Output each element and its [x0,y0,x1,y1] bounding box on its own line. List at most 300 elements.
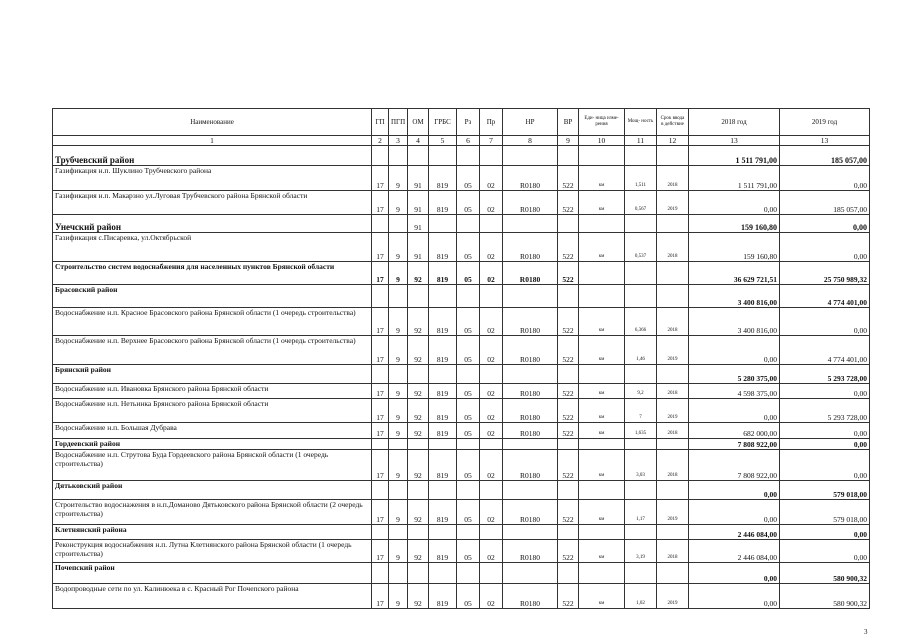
cell-om [408,525,429,540]
cell-rz [457,215,480,233]
cell-y2018: 4 598 375,00 [689,384,780,399]
district-row [53,215,870,233]
header-pr: Пр [480,109,503,136]
cell-power [625,365,657,384]
cell-grbs [429,439,457,450]
cell-unit: км [579,166,625,191]
cell-y2019: 579 018,00 [780,481,870,500]
cell-y2018: 1 511 791,00 [689,166,780,191]
cell-power [625,563,657,584]
cell-om: 91 [408,215,429,233]
cell-vr: 522 [558,262,579,285]
cell-grbs: 819 [429,399,457,423]
cell-y2019: 0,00 [780,439,870,450]
cell-power: 3,19 [625,540,657,563]
cell-nr: R0180 [503,450,558,481]
cell-term: 2018 [657,540,689,563]
cell-gp: 17 [372,540,389,563]
cell-om [408,439,429,450]
cell-rz: 05 [457,399,480,423]
cell-term [657,525,689,540]
cell-om: 91 [408,233,429,262]
cell-power [625,439,657,450]
district-row [53,285,870,308]
cell-nr [503,563,558,584]
cell-gp [372,146,389,166]
cell-nr [503,215,558,233]
cell-term [657,262,689,285]
cell-term: 2019 [657,191,689,215]
header-nr: НР [503,109,558,136]
cell-unit: км [579,450,625,481]
table-row [53,308,870,336]
cell-grbs [429,146,457,166]
cell-vr [558,285,579,308]
cell-name: Клетнянский района [53,525,372,540]
cell-grbs: 819 [429,308,457,336]
cell-pr: 02 [480,399,503,423]
cell-grbs [429,365,457,384]
cell-power: 1,46 [625,336,657,365]
cell-nr: R0180 [503,191,558,215]
cell-rz [457,525,480,540]
cell-gp: 17 [372,584,389,609]
cell-power: 7 [625,399,657,423]
cell-name: Газификация н.п. Макарзно ул.Луговая Трубчевского района Брянской области [53,191,372,215]
cell-term: 2019 [657,584,689,609]
cell-vr: 522 [558,308,579,336]
cell-y2018: 0,00 [689,399,780,423]
table-header-row [53,109,870,136]
cell-grbs: 819 [429,233,457,262]
cell-term: 2018 [657,166,689,191]
district-row [53,439,870,450]
cell-y2019: 0,00 [780,540,870,563]
cell-nr: R0180 [503,500,558,525]
cell-pgp: 9 [389,191,408,215]
table-row [53,584,870,609]
cell-unit: км [579,584,625,609]
header-name: Наименование [53,109,372,136]
header-rz: Рз [457,109,480,136]
header-2019: 2019 год [780,109,870,136]
cell-grbs: 819 [429,584,457,609]
cell-term [657,215,689,233]
cell-pr [480,146,503,166]
district-row [53,481,870,500]
cell-y2018: 0,00 [689,336,780,365]
cell-y2019: 185 057,00 [780,146,870,166]
cell-om [408,365,429,384]
cell-name: Почепский район [53,563,372,584]
cell-term [657,285,689,308]
cell-unit: км [579,336,625,365]
cell-vr: 522 [558,191,579,215]
cell-term [657,365,689,384]
cell-rz: 05 [457,166,480,191]
cell-term: 2019 [657,336,689,365]
cell-vr [558,439,579,450]
cell-unit: км [579,308,625,336]
cell-name: Водопроводные сети по ул. Калинюека в с. Красный Рог Почепского района [53,584,372,609]
colnum-cell: 4 [408,136,429,146]
cell-unit: км [579,423,625,439]
cell-grbs: 819 [429,500,457,525]
cell-pr [480,365,503,384]
cell-pr [480,439,503,450]
cell-y2019: 4 774 401,00 [780,285,870,308]
cell-gp [372,215,389,233]
cell-term [657,481,689,500]
cell-nr: R0180 [503,262,558,285]
cell-unit: км [579,233,625,262]
cell-grbs [429,285,457,308]
cell-gp [372,563,389,584]
cell-term: 2019 [657,399,689,423]
cell-gp: 17 [372,450,389,481]
cell-rz: 05 [457,308,480,336]
cell-pgp [389,563,408,584]
cell-pgp: 9 [389,450,408,481]
cell-term [657,439,689,450]
cell-nr: R0180 [503,423,558,439]
cell-name: Водоснабжение н.п. Верхнее Брасовского района Брянской области (1 очередь строительства) [53,336,372,365]
cell-y2018: 159 160,80 [689,215,780,233]
cell-vr [558,146,579,166]
cell-rz: 05 [457,384,480,399]
cell-y2018: 0,00 [689,481,780,500]
colnum-cell: 9 [558,136,579,146]
budget-table-sheet [52,108,869,609]
cell-nr: R0180 [503,336,558,365]
cell-y2018: 0,00 [689,500,780,525]
cell-unit: км [579,500,625,525]
table-row [53,399,870,423]
cell-rz: 05 [457,584,480,609]
cell-nr [503,439,558,450]
table-row [53,384,870,399]
cell-pgp: 9 [389,166,408,191]
cell-unit [579,563,625,584]
column-number-row [53,136,870,146]
cell-vr: 522 [558,384,579,399]
cell-nr: R0180 [503,584,558,609]
cell-nr: R0180 [503,384,558,399]
cell-vr: 522 [558,500,579,525]
cell-y2019: 4 774 401,00 [780,336,870,365]
cell-y2018: 2 446 084,00 [689,540,780,563]
district-row [53,525,870,540]
cell-vr [558,215,579,233]
header-term: Срок ввода в действие [657,109,689,136]
cell-y2019: 5 293 728,00 [780,399,870,423]
cell-y2019: 580 900,32 [780,584,870,609]
cell-power: 1,635 [625,423,657,439]
district-row [53,146,870,166]
cell-y2019: 0,00 [780,450,870,481]
cell-term: 2018 [657,423,689,439]
header-power: Мощ- ность [625,109,657,136]
cell-name: Реконструкция водоснабжения н.п. Лутна Клетнянского района Брянской области (1 очередь строительства) [53,540,372,563]
cell-pr: 02 [480,450,503,481]
cell-power [625,285,657,308]
table-row [53,540,870,563]
cell-rz: 05 [457,233,480,262]
cell-om: 92 [408,423,429,439]
cell-gp [372,365,389,384]
cell-nr [503,146,558,166]
cell-grbs: 819 [429,540,457,563]
cell-nr: R0180 [503,399,558,423]
cell-term [657,146,689,166]
colnum-cell: 1 [53,136,372,146]
cell-vr: 522 [558,166,579,191]
cell-pgp: 9 [389,308,408,336]
cell-om: 92 [408,399,429,423]
cell-rz [457,481,480,500]
cell-gp: 17 [372,233,389,262]
cell-power: 1,02 [625,584,657,609]
cell-vr [558,365,579,384]
cell-name: Строительство систем водоснабжения для населенных пунктов Брянской области [53,262,372,285]
cell-rz: 05 [457,500,480,525]
header-om: ОМ [408,109,429,136]
cell-rz: 05 [457,262,480,285]
cell-power: 1,511 [625,166,657,191]
cell-om: 92 [408,384,429,399]
colnum-cell: 11 [625,136,657,146]
cell-y2019: 25 750 989,32 [780,262,870,285]
table-row [53,233,870,262]
cell-unit [579,525,625,540]
colnum-cell: 6 [457,136,480,146]
cell-name: Водоснабжение н.п. Большая Дубрава [53,423,372,439]
cell-pgp: 9 [389,262,408,285]
cell-power [625,262,657,285]
cell-y2019: 0,00 [780,308,870,336]
cell-pr [480,525,503,540]
cell-y2019: 0,00 [780,423,870,439]
cell-term: 2018 [657,308,689,336]
cell-om: 92 [408,450,429,481]
cell-pr: 02 [480,423,503,439]
cell-om: 91 [408,191,429,215]
cell-nr [503,525,558,540]
cell-grbs: 819 [429,336,457,365]
cell-term: 2018 [657,384,689,399]
cell-y2019: 580 900,32 [780,563,870,584]
cell-y2018: 3 400 816,00 [689,308,780,336]
table-row [53,500,870,525]
cell-pgp: 9 [389,584,408,609]
header-unit: Еди- ница изме- рения [579,109,625,136]
cell-y2018: 0,00 [689,563,780,584]
cell-pr [480,563,503,584]
cell-nr [503,481,558,500]
cell-pgp [389,439,408,450]
cell-y2018: 0,00 [689,191,780,215]
cell-nr: R0180 [503,308,558,336]
colnum-cell: 2 [372,136,389,146]
cell-unit [579,215,625,233]
colnum-cell: 10 [579,136,625,146]
colnum-cell: 13 [689,136,780,146]
cell-unit [579,365,625,384]
cell-unit: км [579,191,625,215]
cell-pr: 02 [480,584,503,609]
cell-y2019: 0,00 [780,166,870,191]
cell-vr: 522 [558,423,579,439]
cell-unit: км [579,384,625,399]
cell-y2018: 2 446 084,00 [689,525,780,540]
cell-power [625,146,657,166]
cell-name: Унечский район [53,215,372,233]
cell-rz: 05 [457,336,480,365]
cell-nr [503,285,558,308]
cell-rz: 05 [457,191,480,215]
cell-om: 92 [408,584,429,609]
cell-unit [579,285,625,308]
cell-name: Брасовский район [53,285,372,308]
cell-nr: R0180 [503,540,558,563]
cell-power: 3,03 [625,450,657,481]
cell-gp: 17 [372,191,389,215]
cell-y2018: 36 629 721,51 [689,262,780,285]
cell-grbs: 819 [429,450,457,481]
cell-name: Трубчевский район [53,146,372,166]
cell-gp [372,439,389,450]
cell-gp: 17 [372,308,389,336]
cell-om [408,563,429,584]
header-pgp: ПГП [389,109,408,136]
cell-gp [372,285,389,308]
cell-om [408,146,429,166]
cell-grbs [429,481,457,500]
cell-grbs [429,563,457,584]
cell-pr: 02 [480,308,503,336]
cell-y2019: 0,00 [780,525,870,540]
header-gp: ГП [372,109,389,136]
cell-power: 0,567 [625,191,657,215]
colnum-cell: 5 [429,136,457,146]
cell-name: Газификация с.Писаревка, ул.Октябрьской [53,233,372,262]
cell-grbs: 819 [429,166,457,191]
table-row [53,336,870,365]
cell-rz: 05 [457,423,480,439]
cell-unit [579,481,625,500]
cell-pgp: 9 [389,423,408,439]
cell-y2018: 1 511 791,00 [689,146,780,166]
cell-vr: 522 [558,399,579,423]
cell-pr [480,481,503,500]
cell-pgp: 9 [389,336,408,365]
cell-power: 9,2 [625,384,657,399]
cell-nr: R0180 [503,233,558,262]
cell-pgp: 9 [389,500,408,525]
cell-name: Водоснабжение н.п. Струтова Буда Гордеевского района Брянской области (1 очередь строительства) [53,450,372,481]
cell-pgp [389,365,408,384]
cell-unit: км [579,540,625,563]
cell-nr: R0180 [503,166,558,191]
cell-power [625,481,657,500]
cell-name: Строительство водоснажения в н.п.Доманово Дятьковского района Брянской области (2 очередь строительства) [53,500,372,525]
cell-y2018: 3 400 816,00 [689,285,780,308]
cell-pgp [389,215,408,233]
cell-pgp [389,285,408,308]
cell-name: Гордеевский район [53,439,372,450]
cell-gp: 17 [372,384,389,399]
cell-y2018: 5 280 375,00 [689,365,780,384]
cell-pgp: 9 [389,399,408,423]
cell-om: 91 [408,166,429,191]
cell-power: 0,537 [625,233,657,262]
cell-rz [457,365,480,384]
cell-om [408,285,429,308]
cell-rz: 05 [457,540,480,563]
cell-vr: 522 [558,336,579,365]
cell-pgp [389,146,408,166]
cell-power [625,525,657,540]
cell-power [625,215,657,233]
cell-pr: 02 [480,540,503,563]
cell-pgp [389,525,408,540]
cell-rz [457,563,480,584]
cell-y2019: 5 293 728,00 [780,365,870,384]
cell-pgp: 9 [389,540,408,563]
cell-om: 92 [408,500,429,525]
cell-y2019: 0,00 [780,215,870,233]
cell-unit [579,146,625,166]
cell-y2018: 7 808 922,00 [689,439,780,450]
district-row [53,563,870,584]
colnum-cell: 12 [657,136,689,146]
cell-y2019: 0,00 [780,384,870,399]
cell-y2018: 0,00 [689,584,780,609]
cell-vr [558,563,579,584]
cell-om [408,481,429,500]
cell-gp: 17 [372,399,389,423]
cell-vr: 522 [558,233,579,262]
cell-gp: 17 [372,336,389,365]
cell-pgp: 9 [389,233,408,262]
cell-gp [372,525,389,540]
cell-grbs [429,525,457,540]
cell-y2019: 579 018,00 [780,500,870,525]
colnum-cell: 3 [389,136,408,146]
table-row [53,191,870,215]
cell-grbs [429,215,457,233]
cell-name: Водоснабжение н.п. Ивановка Брянского района Брянской области [53,384,372,399]
cell-term: 2019 [657,500,689,525]
cell-pr: 02 [480,191,503,215]
cell-pr [480,285,503,308]
cell-pr: 02 [480,384,503,399]
table-row [53,423,870,439]
header-grbs: ГРБС [429,109,457,136]
cell-pr: 02 [480,500,503,525]
cell-gp: 17 [372,262,389,285]
colnum-cell: 8 [503,136,558,146]
cell-grbs: 819 [429,423,457,439]
colnum-cell: 13 [780,136,870,146]
cell-gp: 17 [372,423,389,439]
table-row [53,450,870,481]
cell-unit [579,439,625,450]
cell-rz: 05 [457,450,480,481]
cell-name: Дятьковский район [53,481,372,500]
cell-term [657,563,689,584]
cell-name: Газификация н.п. Шуклино Трубчевского района [53,166,372,191]
